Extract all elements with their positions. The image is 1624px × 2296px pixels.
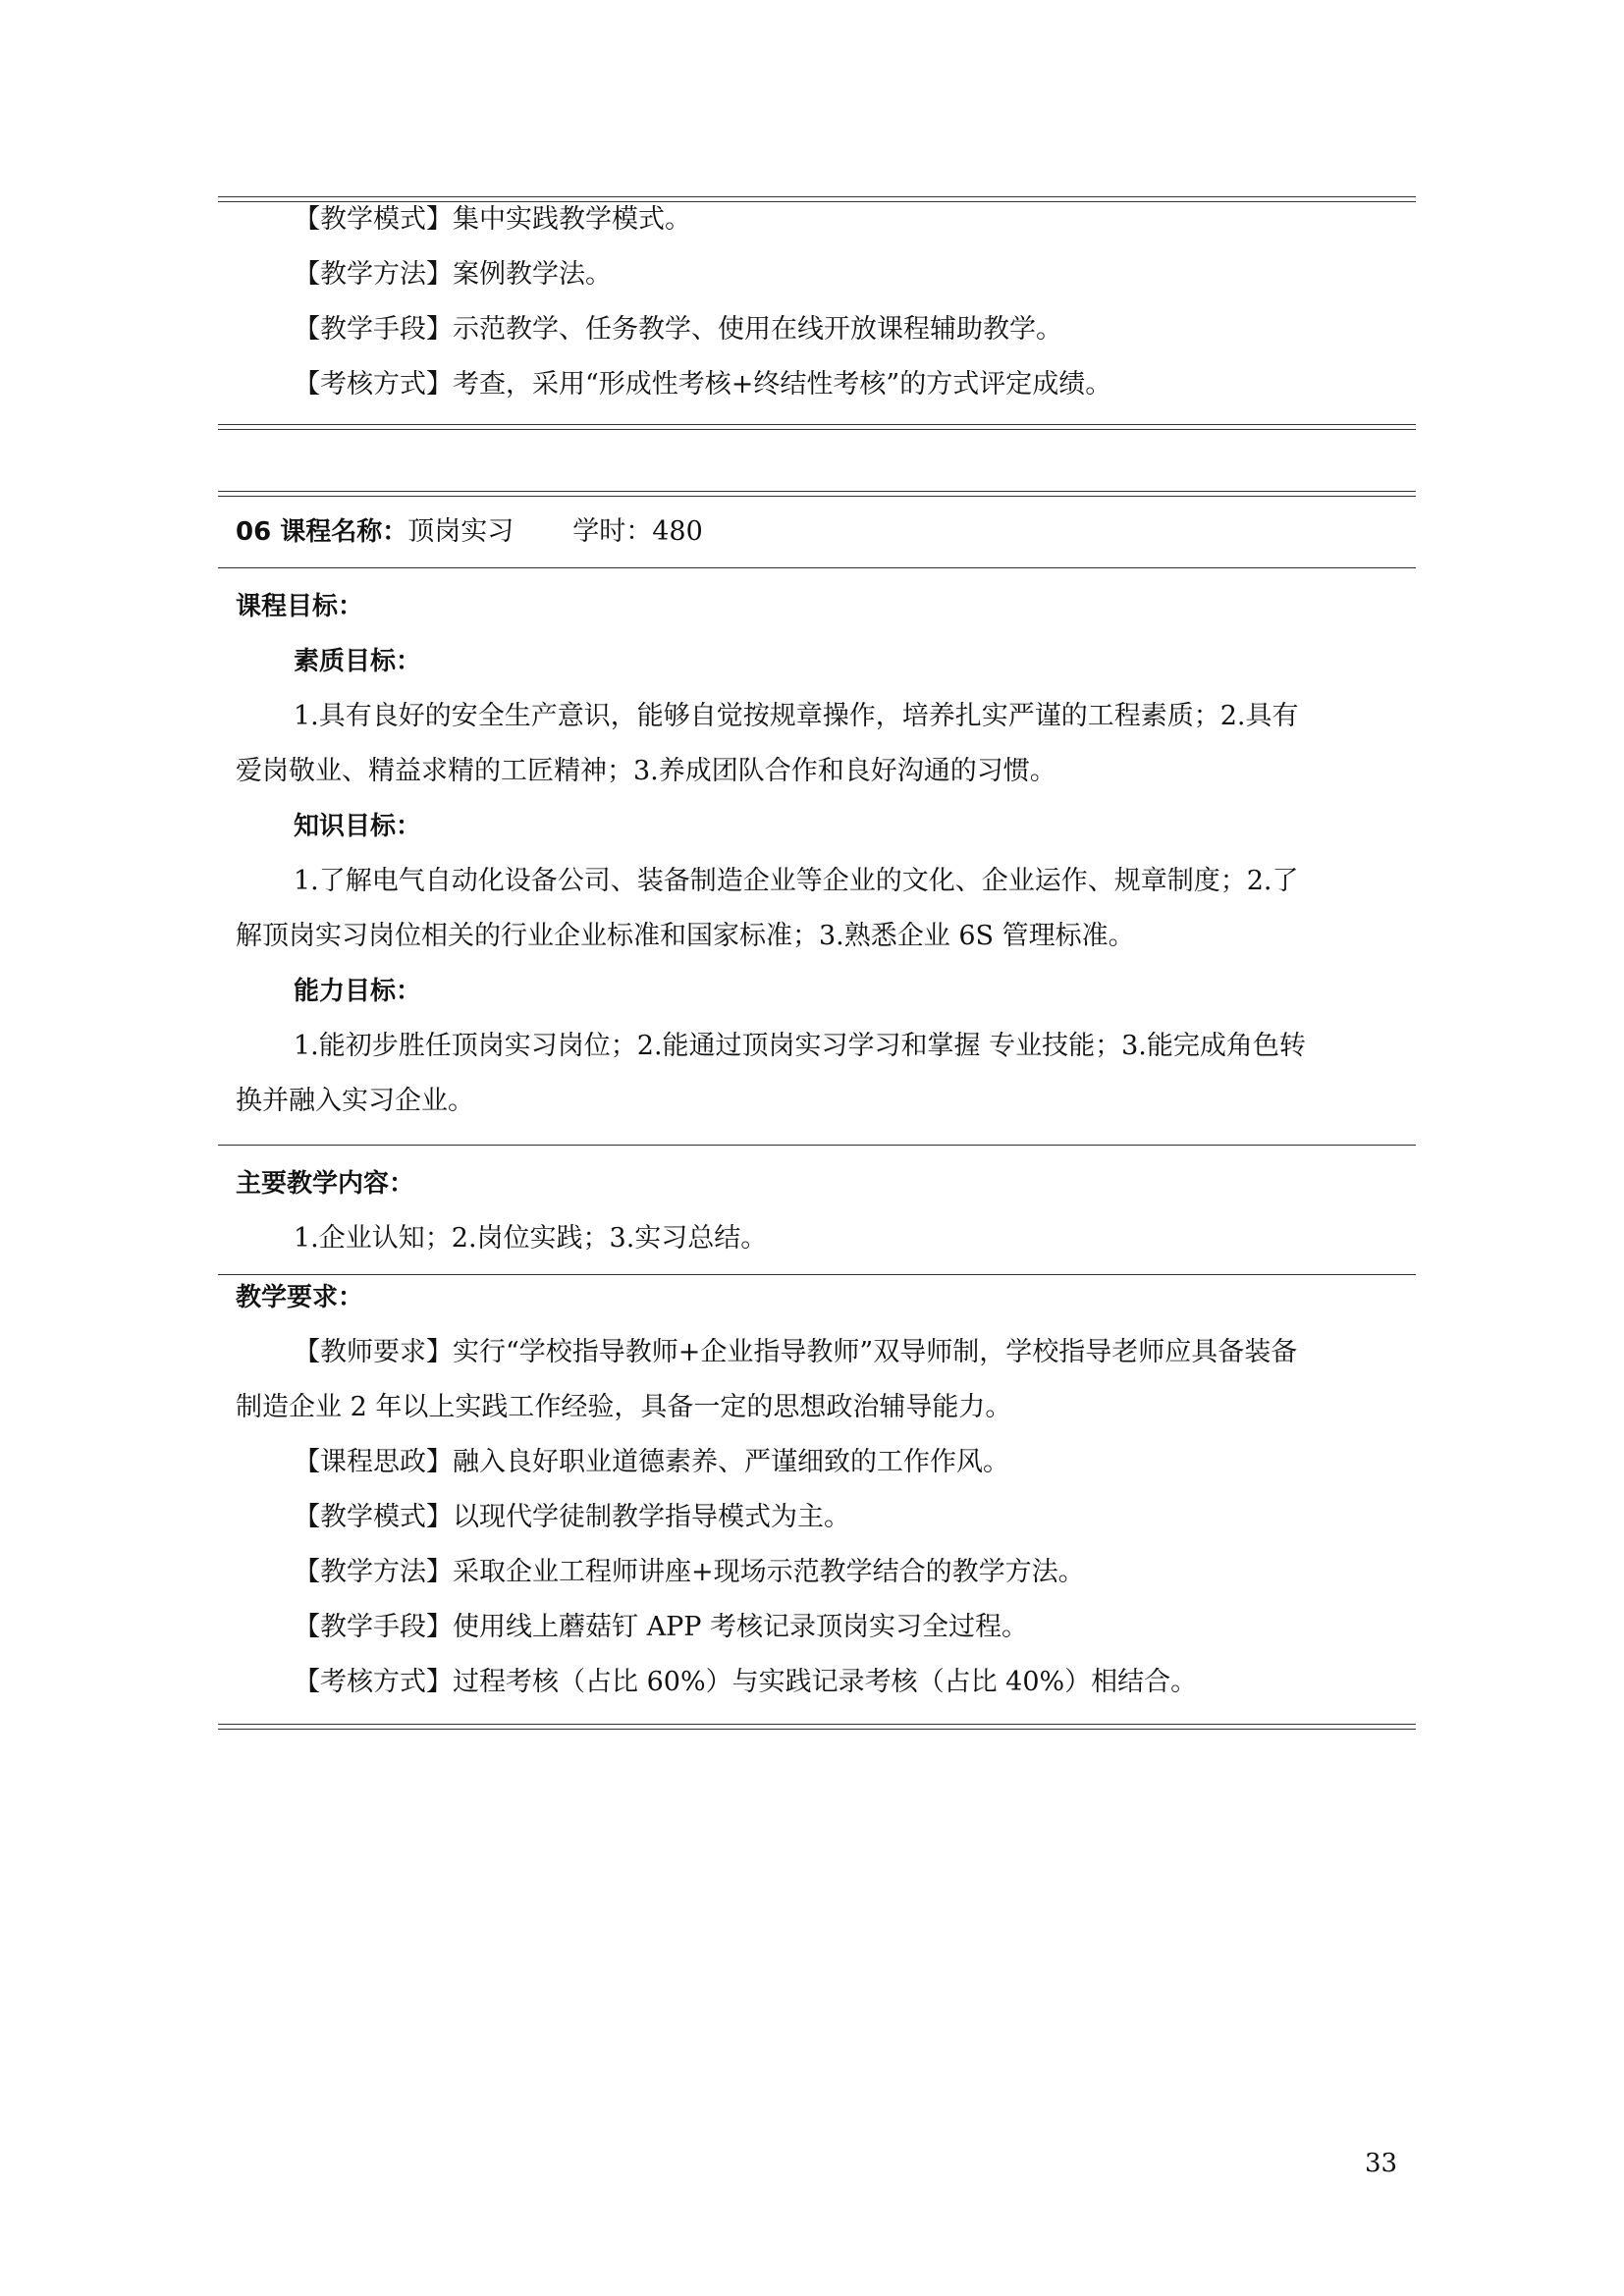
knowledge-line-1: 1.了解电气自动化设备公司、装备制造企业等企业的文化、企业运作、规章制度；2.了 xyxy=(294,866,1299,896)
content-heading: 主要教学内容： xyxy=(236,1169,415,1199)
prev-teaching-method: 【教学方法】案例教学法。 xyxy=(294,259,612,290)
quality-heading: 素质目标： xyxy=(294,647,422,676)
content-divider xyxy=(218,1274,1416,1275)
course-number-label: 06 课程名称： xyxy=(236,517,408,547)
hours-value: 480 xyxy=(652,516,703,547)
knowledge-line-2: 解顶岗实习岗位相关的行业企业标准和国家标准；3.熟悉企业 6S 管理标准。 xyxy=(236,921,1135,951)
assessment-method: 【考核方式】过程考核（占比 60%）与实践记录考核（占比 40%）相结合。 xyxy=(294,1667,1198,1697)
hours-label: 学时： xyxy=(572,516,653,547)
page-number: 33 xyxy=(1365,2149,1398,2178)
teaching-method: 【教学方法】采取企业工程师讲座+现场示范教学结合的教学方法。 xyxy=(294,1557,1085,1587)
course-top-border xyxy=(218,491,1416,497)
teacher-requirement-2: 制造企业 2 年以上实践工作经验，具备一定的思想政治辅导能力。 xyxy=(236,1392,1012,1422)
prev-teaching-mode: 【教学模式】集中实践教学模式。 xyxy=(294,204,691,235)
quality-line-2: 爱岗敬业、精益求精的工匠精神；3.养成团队合作和良好沟通的习惯。 xyxy=(236,756,1056,786)
prev-assessment: 【考核方式】考查，采用“形成性考核+终结性考核”的方式评定成绩。 xyxy=(294,369,1112,400)
prev-bottom-border xyxy=(218,424,1416,430)
ideology-requirement: 【课程思政】融入良好职业道德素养、严谨细致的工作作风。 xyxy=(294,1447,1009,1477)
teaching-mode: 【教学模式】以现代学徒制教学指导模式为主。 xyxy=(294,1502,850,1532)
ability-line-1: 1.能初步胜任顶岗实习岗位；2.能通过顶岗实习学习和掌握 专业技能；3.能完成角色转 xyxy=(294,1031,1306,1061)
objectives-heading: 课程目标： xyxy=(236,592,364,621)
prev-teaching-means: 【教学手段】示范教学、任务教学、使用在线开放课程辅助教学。 xyxy=(294,314,1062,345)
course-bottom-border xyxy=(218,1724,1416,1730)
requirements-heading: 教学要求： xyxy=(236,1283,364,1312)
quality-line-1: 1.具有良好的安全生产意识，能够自觉按规章操作，培养扎实严谨的工程素质；2.具有 xyxy=(294,701,1299,731)
ability-heading: 能力目标： xyxy=(294,977,422,1006)
teacher-requirement-1: 【教师要求】实行“学校指导教师+企业指导教师”双导师制，学校指导老师应具备装备 xyxy=(294,1337,1298,1367)
knowledge-heading: 知识目标： xyxy=(294,812,422,841)
header-divider xyxy=(218,567,1416,568)
objectives-divider xyxy=(218,1145,1416,1146)
course-name: 顶岗实习 xyxy=(407,516,514,547)
teaching-means: 【教学手段】使用线上蘑菇钉 APP 考核记录顶岗实习全过程。 xyxy=(294,1612,1028,1642)
ability-line-2: 换并融入实习企业。 xyxy=(236,1086,474,1116)
content-line-1: 1.企业认知；2.岗位实践；3.实习总结。 xyxy=(294,1223,768,1254)
